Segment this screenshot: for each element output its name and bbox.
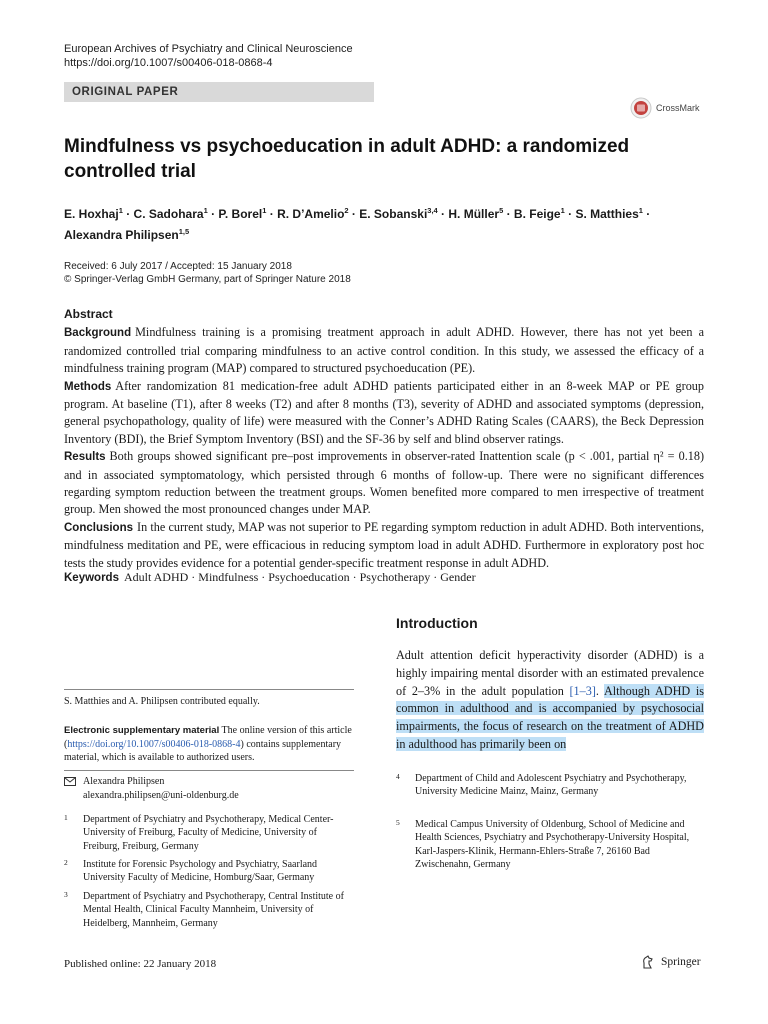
affiliation-number: 3 — [64, 890, 68, 899]
results-label: Results — [64, 451, 106, 464]
journal-name: European Archives of Psychiatry and Clinical Neuroscience — [64, 43, 353, 55]
affiliation-text: Department of Psychiatry and Psychotherapy, Central Institute of Mental Health, Clinical Faculty Mannheim, University of Heidelberg, Mannheim, Germany — [83, 891, 344, 929]
author[interactable]: H. Müller$^5$ — [448, 206, 504, 221]
author[interactable]: B. Feige$^1$ — [513, 206, 565, 221]
affiliation-number: 2 — [64, 858, 68, 867]
introduction-heading: Introduction — [396, 615, 478, 631]
intro-text-part1: Adult attention deficit hyperactivity disorder (ADHD) is a highly impairing mental disorder with an estimated prevalence of 2–3% in the adult population — [396, 648, 704, 698]
footnote-divider — [64, 689, 354, 690]
methods-text: After randomization 81 medication-free adult ADHD patients participated either in an 8-week MAP or PE group program. At baseline (T1), after 8 weeks (T2) and after 8 months (T3), severity of ADHD and associated symptoms (depression, general psychopathology, quality of life) were measured with the Conner’s ADHD Rating Scales (CAARS), the Beck Depression Inventory (BDI), the Brief Symptom Inventory (BSI) and the SF-36 by self and blind observer ratings. — [64, 378, 704, 446]
supplementary-material-note — [64, 724, 354, 765]
affiliation — [64, 858, 344, 885]
abstract — [64, 306, 704, 572]
abstract-background — [64, 324, 704, 377]
published-online: Published online: 22 January 2018 — [64, 958, 217, 970]
crossmark-icon — [630, 97, 652, 119]
affiliation-number: 1 — [64, 813, 68, 822]
article-type-banner: ORIGINAL PAPER — [64, 82, 374, 102]
abstract-conclusions — [64, 519, 704, 572]
doi-link[interactable]: https://doi.org/10.1007/s00406-018-0868-4 — [64, 57, 273, 69]
author[interactable]: S. Matthies$^1$ — [575, 206, 643, 221]
affiliation-text: Department of Child and Adolescent Psychiatry and Psychotherapy, University Medicine Mainz, Mainz, Germany — [415, 773, 687, 798]
equal-contribution-note: S. Matthies and A. Philipsen contributed equally. — [64, 696, 260, 707]
springer-horse-icon — [640, 954, 656, 970]
keywords-label: Keywords — [64, 572, 119, 584]
publisher-logo — [640, 954, 701, 970]
author-list: E. Hoxhaj$^1$ · C. Sadohara$^1$ · P. Borel$^1$ · R. D’Amelio$^2$ · E. Sobanski$^{3,4}$ · H. Müller$^5$ · B. Feige$^1$ · S. Matthies$^1$ · Alexandra Philipsen$^{1,5}$ — [64, 206, 651, 242]
results-text: Both groups showed significant pre–post improvements in observer-rated Inattention scale (p < .001, partial η² = 0.18) and in associated symptomatology, which persisted through 6 months of follow-up. There were no significant differences regarding symptom reduction between the treatment groups. Women benefited more compared to men irrespective of treatment group. Men showed the most pronounced changes under MAP. — [64, 449, 704, 517]
correspondence-name: Alexandra Philipsen — [83, 776, 165, 787]
author[interactable]: C. Sadohara$^1$ — [133, 206, 208, 221]
affiliation — [64, 890, 344, 930]
abstract-results — [64, 448, 704, 519]
affiliation — [396, 772, 696, 799]
author[interactable]: Alexandra Philipsen$^{1,5}$ — [64, 227, 190, 242]
introduction-text — [396, 647, 704, 754]
correspondence — [64, 775, 354, 802]
citation-link[interactable]: [1–3] — [569, 683, 596, 698]
author[interactable]: P. Borel$^1$ — [218, 206, 267, 221]
author[interactable]: E. Hoxhaj$^1$ — [64, 206, 123, 221]
journal-header — [64, 42, 353, 70]
paper-title: Mindfulness vs psychoeducation in adult ADHD: a randomized controlled trial — [64, 136, 630, 182]
correspondence-email[interactable]: alexandra.philipsen@uni-oldenburg.de — [83, 789, 239, 801]
received-accepted: Received: 6 July 2017 / Accepted: 15 January 2018 — [64, 261, 292, 272]
author[interactable]: R. D’Amelio$^2$ — [277, 206, 349, 221]
esm-link[interactable]: https://doi.org/10.1007/s00406-018-0868-4 — [67, 738, 241, 750]
esm-text: The online version of this article ( — [64, 725, 352, 750]
affiliation-text: Medical Campus University of Oldenburg, School of Medicine and Health Sciences, Psychiatry and Psychotherapy-University Hospital, Karl-Jaspers-Klinik, Hermann-Ehlers-Straße 7, 26160 Bad Zwischenahn, Germany — [415, 819, 690, 871]
esm-label: Electronic supplementary material — [64, 725, 220, 736]
affiliation-number: 4 — [396, 772, 400, 781]
abstract-methods — [64, 378, 704, 449]
keywords — [64, 569, 476, 586]
background-label: Background — [64, 327, 132, 340]
crossmark-label: CrossMark — [656, 103, 700, 113]
highlighted-passage: Although ADHD is common in adulthood and is accompanied by psychosocial impairments, the focus of research on the treatment of ADHD in adulthood has primarily been on — [396, 683, 704, 751]
affiliation-number: 5 — [396, 818, 400, 827]
conclusions-text: In the current study, MAP was not superior to PE regarding symptom reduction in adult ADHD. Both interventions, mindfulness meditation and PE, were efficacious in reducing symptom load in adult ADHD. Furthermore in exploratory post hoc tests the study provides evidence for a potential gender-specific treatment response in adult ADHD. — [64, 519, 704, 570]
envelope-icon — [64, 777, 76, 786]
background-text: Mindfulness training is a promising treatment approach in adult ADHD. However, there has not yet been a randomized controlled trial comparing mindfulness to an active control condition. In this study, we assessed the efficacy of a mindfulness training program (MAP) compared to structured psychoeducation (PE). — [64, 325, 704, 376]
intro-text-part2: . — [595, 683, 604, 698]
methods-label: Methods — [64, 380, 112, 393]
affiliation — [64, 813, 344, 853]
affiliation-text: Department of Psychiatry and Psychotherapy, Medical Center-University of Freiburg, Faculty of Medicine, University of Freiburg, Freiburg, Germany — [83, 814, 334, 852]
esm-text-end: ) contains supplementary material, which is available to authorized users. — [64, 738, 342, 763]
affiliation — [396, 818, 696, 872]
publication-dates — [64, 260, 351, 286]
author[interactable]: E. Sobanski$^{3,4}$ — [359, 206, 438, 221]
publisher-name: Springer — [661, 956, 701, 968]
crossmark-badge[interactable] — [630, 95, 700, 121]
correspondence-divider — [64, 770, 354, 771]
abstract-heading: Abstract — [64, 307, 113, 321]
conclusions-label: Conclusions — [64, 521, 134, 534]
copyright: © Springer-Verlag GmbH Germany, part of Springer Nature 2018 — [64, 274, 351, 285]
keywords-text: Adult ADHD · Mindfulness · Psychoeducation · Psychotherapy · Gender — [123, 570, 476, 584]
affiliation-text: Institute for Forensic Psychology and Psychiatry, Saarland University Faculty of Medicine, Homburg/Saar, Germany — [83, 859, 318, 884]
